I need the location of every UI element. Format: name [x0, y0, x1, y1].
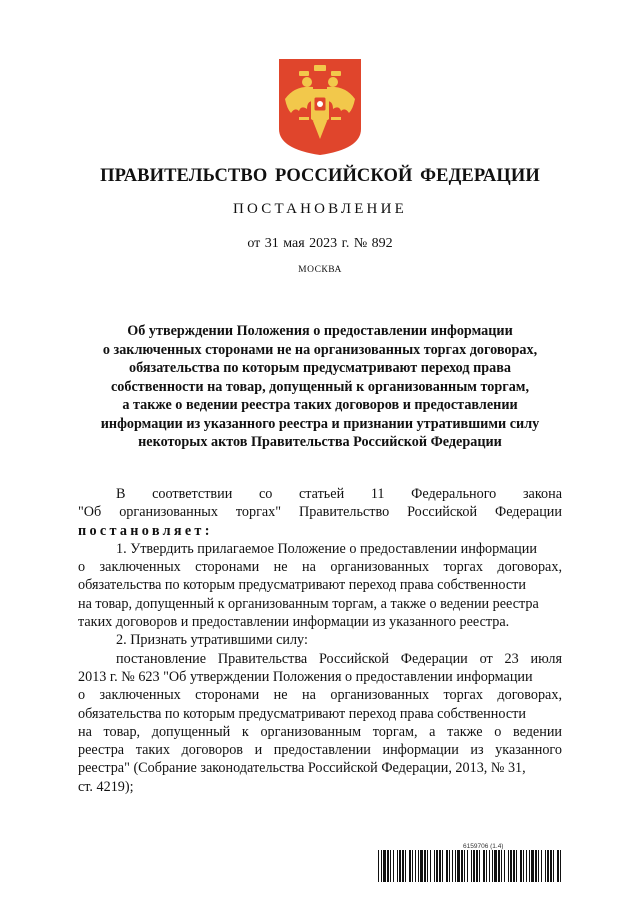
- heading-line: а также о ведении реестра таких договоров и предоставлении: [122, 397, 518, 413]
- barcode-image: [378, 850, 562, 882]
- barcode-number: 6159706 (1.4): [463, 843, 504, 850]
- body-line: В соответствии со статьей 11 Федерального закона: [116, 486, 562, 502]
- heading-line: информации из указанного реестра и признании утратившими силу: [100, 415, 540, 432]
- document-heading: [60, 322, 580, 452]
- body-line: на товар, допущенный к организованным торгам, а также о ведении реестра: [78, 595, 539, 612]
- body-line: 2013 г. № 623 "Об утверждении Положения о предоставлении информации: [78, 668, 533, 685]
- body-line: обязательства по которым предусматривают переход права собственности: [78, 705, 526, 722]
- coat-of-arms-emblem: [277, 57, 363, 157]
- document-body: [78, 485, 562, 796]
- heading-line: Об утверждении Положения о предоставлении информации: [127, 323, 513, 339]
- body-line: о заключенных сторонами не на организованных торгах договорах,: [78, 559, 562, 576]
- government-title: ПРАВИТЕЛЬСТВО РОССИЙСКОЙ ФЕДЕРАЦИИ: [100, 166, 540, 186]
- body-line: обязательства по которым предусматривают переход права собственности: [78, 577, 526, 594]
- heading-line: о заключенных сторонами не на организованных торгах договорах,: [102, 341, 538, 358]
- body-line: ст. 4219);: [78, 778, 134, 795]
- document-date-number: от 31 мая 2023 г. № 892: [247, 236, 393, 251]
- body-line: реестра таких договоров и предоставлении информации из указанного: [78, 742, 562, 759]
- body-line: 2. Признать утратившими силу:: [116, 632, 308, 649]
- body-line: таких договоров и предоставлении информации из указанного реестра.: [78, 614, 510, 631]
- heading-line: собственности на товар, допущенный к организованным торгам,: [110, 378, 530, 395]
- document-city: МОСКВА: [298, 265, 342, 275]
- heading-line: некоторых актов Правительства Российской Федерации: [138, 434, 502, 450]
- body-line: постановление Правительства Российской Федерации от 23 июля: [116, 650, 562, 667]
- body-line: "Об организованных торгах" Правительство Российской Федерации: [78, 504, 562, 521]
- body-line-decree: постановляет:: [78, 522, 213, 539]
- body-line: о заключенных сторонами не на организованных торгах договорах,: [78, 687, 562, 704]
- body-line: реестра" (Собрание законодательства Российской Федерации, 2013, № 31,: [78, 760, 526, 777]
- document-type: ПОСТАНОВЛЕНИЕ: [233, 201, 407, 217]
- heading-line: обязательства по которым предусматривают переход права: [129, 360, 511, 376]
- body-line: на товар, допущенный к организованным торгам, а также о ведении: [78, 723, 562, 740]
- body-line: 1. Утвердить прилагаемое Положение о предоставлении информации: [116, 540, 537, 557]
